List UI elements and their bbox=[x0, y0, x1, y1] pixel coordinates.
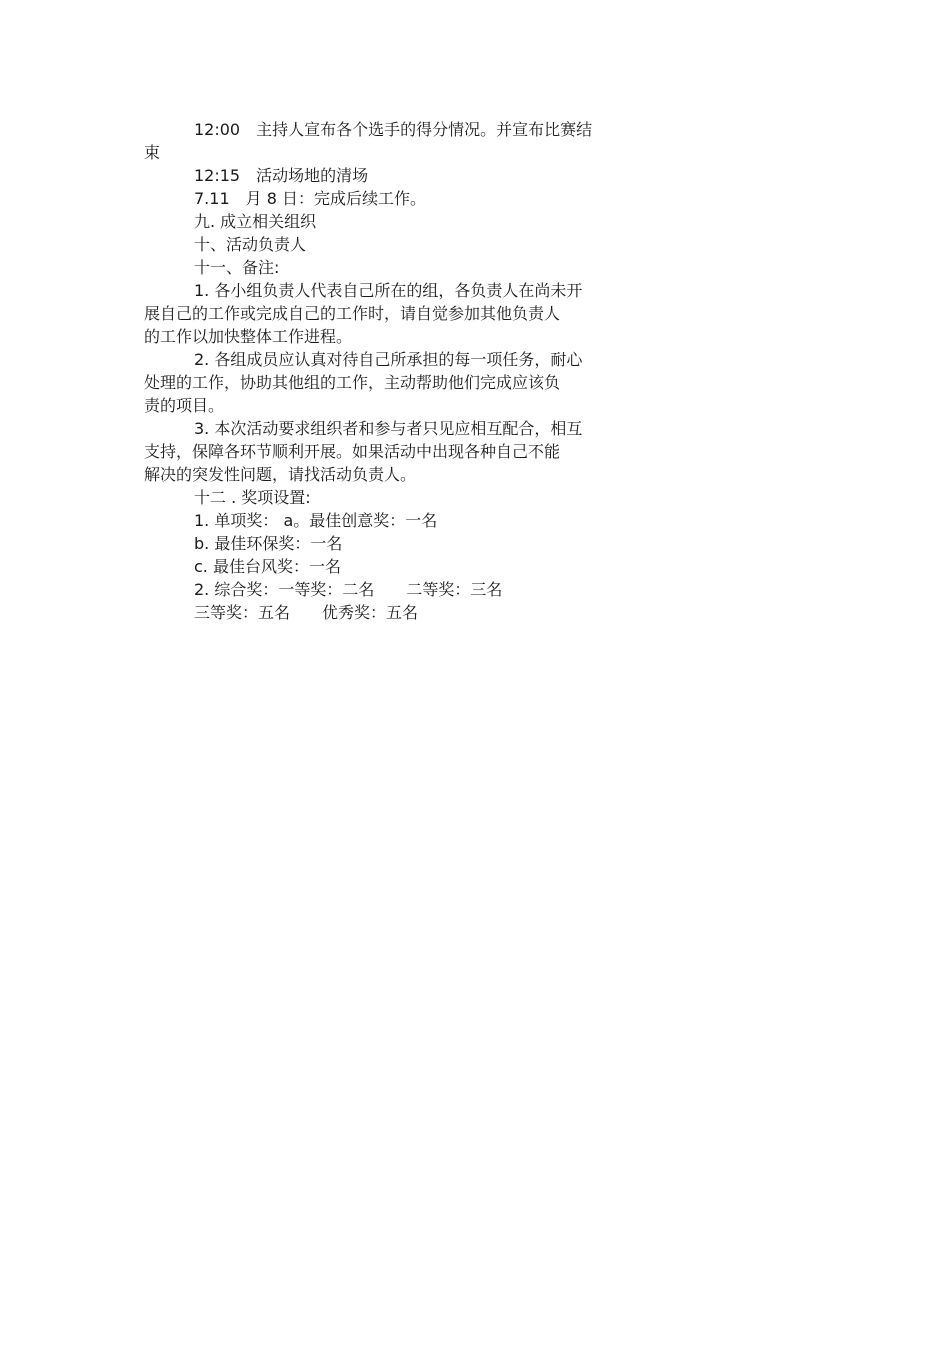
section-heading: 十二 . 奖项设置: bbox=[194, 488, 311, 507]
text-line: 2. 各组成员应认真对待自己所承担的每一项任务，耐心 bbox=[194, 350, 583, 369]
text-line: 1. 各小组负责人代表自己所在的组，各负责人在尚未开 bbox=[194, 281, 583, 300]
text-line: b. 最佳环保奖：一名 bbox=[194, 534, 343, 553]
section-heading: 九. 成立相关组织 bbox=[194, 212, 317, 231]
text-line: 束 bbox=[144, 143, 161, 162]
text-line: 解决的突发性问题，请找活动负责人。 bbox=[144, 465, 417, 484]
text-line: 责的项目。 bbox=[144, 396, 225, 415]
text-line: 2. 综合奖：一等奖：二名 二等奖：三名 bbox=[194, 580, 503, 599]
section-heading: 十一、备注: bbox=[194, 258, 280, 277]
text-line: 12:00 主持人宣布各个选手的得分情况。并宣布比赛结 bbox=[194, 120, 593, 139]
text-line: c. 最佳台风奖：一名 bbox=[194, 557, 341, 576]
text-line: 7.11 月 8 日：完成后续工作。 bbox=[194, 189, 426, 208]
text-line: 3. 本次活动要求组织者和参与者只见应相互配合，相互 bbox=[194, 419, 583, 438]
text-line: 处理的工作，协助其他组的工作，主动帮助他们完成应该负 bbox=[144, 373, 561, 392]
text-line: 1. 单项奖： a。最佳创意奖：一名 bbox=[194, 511, 438, 530]
text-line: 三等奖：五名 优秀奖：五名 bbox=[194, 603, 419, 622]
text-line: 支持，保障各环节顺利开展。如果活动中出现各种自己不能 bbox=[144, 442, 561, 461]
section-heading: 十、活动负责人 bbox=[194, 235, 307, 254]
document-body bbox=[144, 117, 764, 623]
text-line: 展自己的工作或完成自己的工作时，请自觉参加其他负责人 bbox=[144, 304, 561, 323]
text-line: 12:15 活动场地的清场 bbox=[194, 166, 369, 185]
text-line: 的工作以加快整体工作进程。 bbox=[144, 327, 353, 346]
